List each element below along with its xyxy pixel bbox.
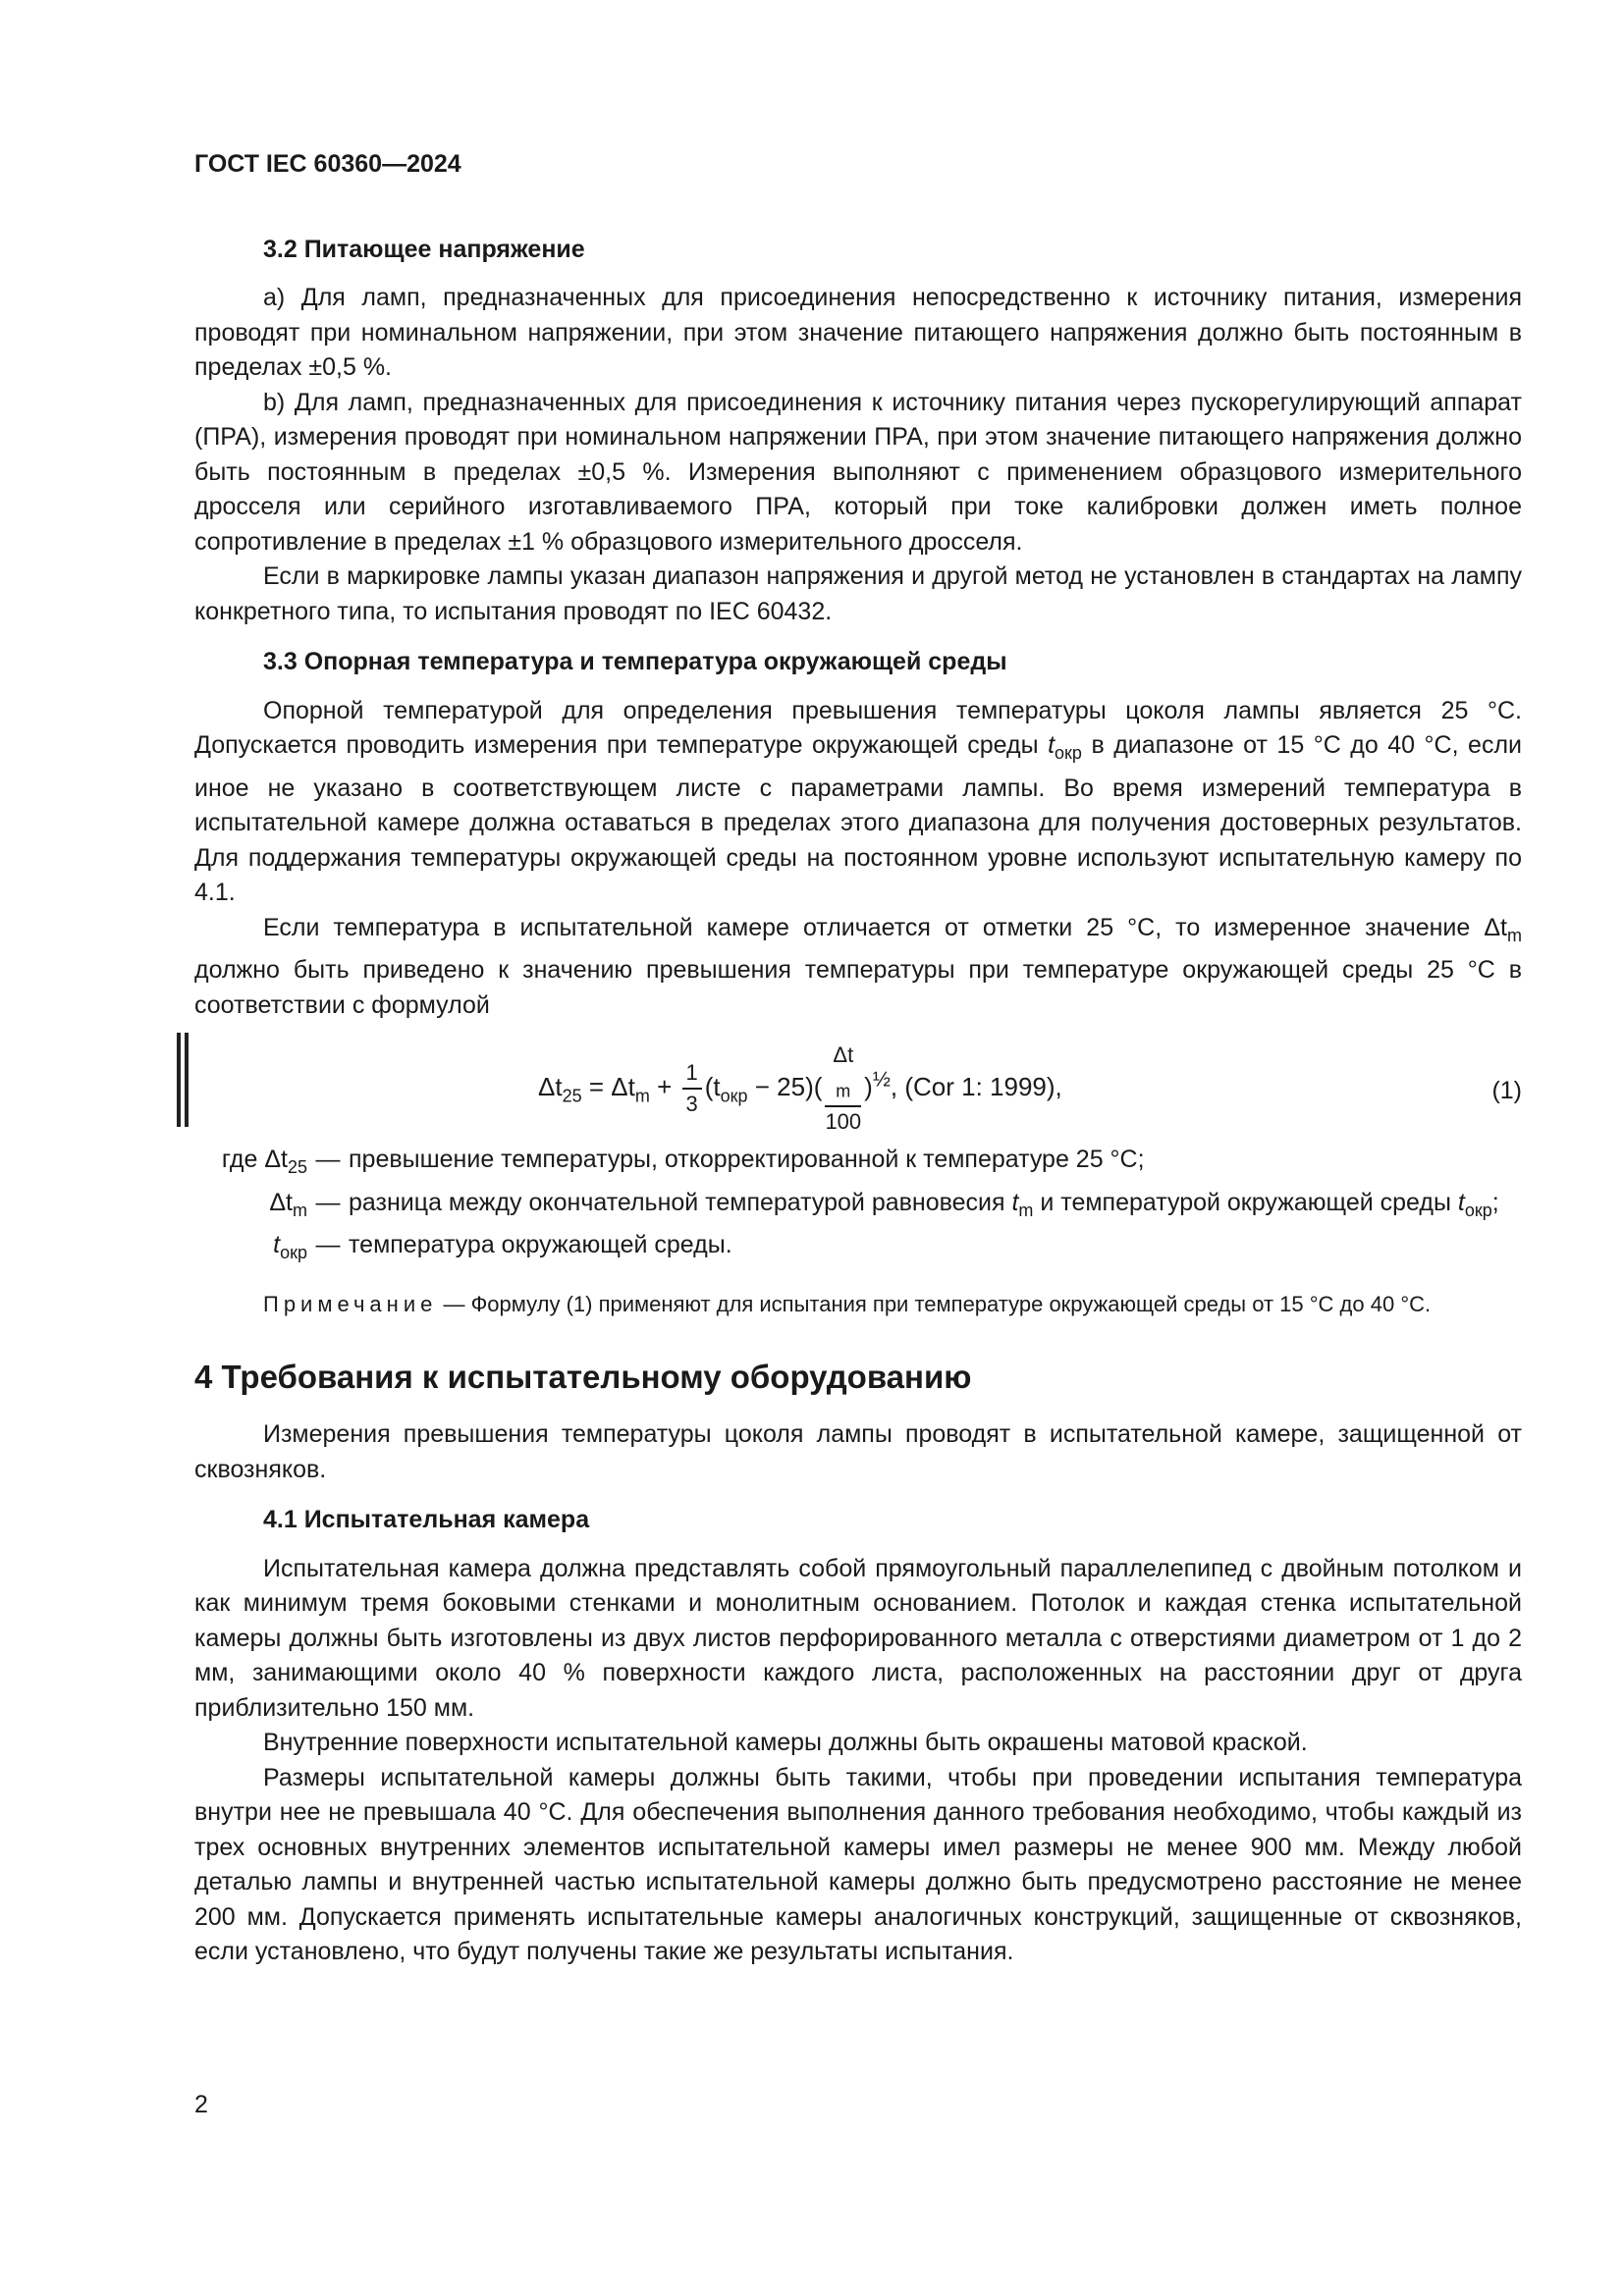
formula-expression: $\Delta t_{25} = \Delta t_m$ + $\frac{1}{3}$ $(t_{окр} - 25)$( Δt $_m$ 100 )$^{\frac{1}{2}}$, (Cor 1: 1999), bbox=[538, 1041, 1062, 1137]
paragraph-3-3-1: Опорной температурой для определения превышения температуры цоколя лампы является 25 °C. Допускается проводить измерения при температуре окружающей среды $t_{окр}$ в диапазоне от 15 °C до 40 °C, если иное не указано в соответствующем листе с параметрами лампы. Во время измерений температура в испытательной камере должна оставаться в пределах этого диапазона для получения достоверных результатов. Для поддержания температуры окружающей среды на постоянном уровне используют испытательную камеру по 4.1. bbox=[194, 696, 1523, 906]
paragraph-4-1-1: Испытательная камера должна представлять собой прямоугольный параллелепипед с двойным потолком и как минимум тремя боковыми стенками и монолитным основанием. Потолок и каждая стенка испытательной камеры должны быть изготовлены из двух листов перфорированного металла с отверстиями диаметром от 1 до 2 мм, занимающими около 40 % поверхности каждого листа, расположенных на расстоянии друг от друга приблизительно 150 мм. bbox=[194, 1554, 1522, 1722]
paragraph-3-2-a: a) Для ламп, предназначенных для присоединения непосредственно к источнику питания, измерения проводят при номинальном напряжении, при этом значение питающего напряжения должно быть постоянным в пределах ±0,5 %. bbox=[194, 284, 1522, 381]
definition-row: $t_{окр}$ — температура окружающей среды. bbox=[273, 1231, 732, 1262]
paragraph-4-1-3: Размеры испытательной камеры должны быть такими, чтобы при проведении испытания температура внутри нее не превышала 40 °C. Для обеспечения выполнения данного требования необходимо, чтобы каждый из трех основных внутренних элементов испытательной камеры имел размеры не менее 900 мм. Между любой деталью лампы и внутренней частью испытательной камеры должно быть предусмотрено расстояние не менее 200 мм. Допускается применять испытательные камеры аналогичных конструкций, защищенные от сквозняков, если установлено, что будут получены такие же результаты испытания. bbox=[194, 1763, 1522, 1965]
fraction-one-third: $\frac{1}{3}$ bbox=[682, 1058, 702, 1119]
fraction-delta-tm-100: Δt $_m$ 100 bbox=[825, 1042, 862, 1135]
change-bar-marker bbox=[177, 1033, 189, 1127]
document-header: ГОСТ IEC 60360—2024 bbox=[194, 150, 461, 178]
paragraph-3-2-b: b) Для ламп, предназначенных для присоединения к источнику питания через пускорегулирующий аппарат (ПРА), измерения проводят при номинальном напряжении ПРА, при этом значение питающего напряжения должно быть постоянным в пределах ±0,5 %. Измерения выполняют с применением образцового измерительного дросселя или серийного изготавливаемого ПРА, который при токе калибровки должен иметь полное сопротивление в пределах ±1 % образцового измерительного дросселя. bbox=[194, 388, 1522, 556]
formula-number: (1) bbox=[1491, 1077, 1522, 1104]
note: Примечание — Формулу (1) применяют для испытания при температуре окружающей среды от 15 °C до 40 °C. bbox=[263, 1291, 1432, 1316]
paragraph-4-1: Измерения превышения температуры цоколя лампы проводят в испытательной камере, защищенной от сквозняков. bbox=[194, 1420, 1522, 1483]
section-4-1-title: 4.1 Испытательная камера bbox=[263, 1506, 590, 1533]
page-number: 2 bbox=[194, 2091, 208, 2118]
definition-row: $\Delta t_m$ — разница между окончательной температурой равновесия $t_m$ и температурой окружающей среды $t_{окр}$; bbox=[194, 1186, 1522, 1229]
paragraph-4-1-2: Внутренние поверхности испытательной камеры должны быть окрашены матовой краской. bbox=[263, 1729, 1308, 1756]
formula-1 bbox=[194, 1041, 1522, 1135]
page-content bbox=[194, 147, 1522, 1970]
paragraph-3-2-c: Если в маркировке лампы указан диапазон напряжения и другой метод не установлен в стандартах на лампу конкретного типа, то испытания проводят по IEC 60432. bbox=[194, 562, 1522, 625]
definition-row: где $\Delta t_{25}$ — превышение температуры, откорректированной к температуре 25 °C; bbox=[221, 1146, 1145, 1177]
section-4-title: 4 Требования к испытательному оборудованию bbox=[194, 1358, 972, 1395]
symbol-definitions bbox=[194, 1143, 1522, 1271]
section-3-2-title: 3.2 Питающее напряжение bbox=[263, 235, 585, 263]
paragraph-3-3-2: Если температура в испытательной камере отличается от отметки 25 °C, то измеренное значение $\Delta t_m$ должно быть приведено к значению превышения температуры при температуре окружающей среды 25 °C в соответствии с формулой bbox=[194, 913, 1522, 1019]
section-3-3-title: 3.3 Опорная температура и температура окружающей среды bbox=[263, 648, 1007, 675]
definition-text-delta-tm: разница между окончательной температурой равновесия $t_m$ и температурой окружающей среды $t_{окр}$; bbox=[349, 1188, 1499, 1220]
